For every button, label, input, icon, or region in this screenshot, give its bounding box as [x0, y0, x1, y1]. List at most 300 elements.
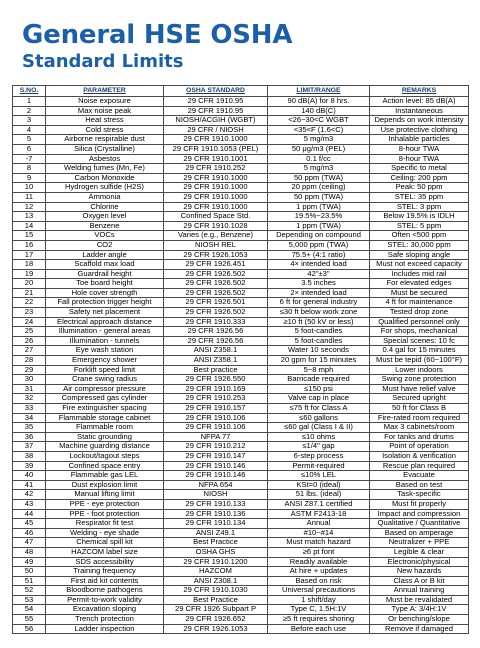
cell-sno: 12: [13, 202, 46, 212]
cell-osha-standard: Best Practice: [164, 595, 268, 605]
cell-osha-standard: HAZCOM: [164, 567, 268, 577]
cell-limit-range: 1 ppm (TWA): [268, 221, 370, 231]
cell-parameter: Excavation sloping: [46, 605, 164, 615]
cell-osha-standard: 29 CFR 1910.133: [164, 499, 268, 509]
cell-osha-standard: 29 CFR 1910.1001: [164, 154, 268, 164]
cell-remarks: Ceiling: 200 ppm: [370, 173, 469, 183]
cell-parameter: VOCs: [46, 231, 164, 241]
cell-remarks: New hazards: [370, 567, 469, 577]
cell-parameter: Welding - eye shade: [46, 528, 164, 538]
table-row: [13, 269, 469, 279]
cell-remarks: 0.4 gal for 15 minutes: [370, 346, 469, 356]
cell-limit-range: ≥10 ft (50 kV or less): [268, 317, 370, 327]
table-row: [13, 317, 469, 327]
cell-remarks: Qualified personnel only: [370, 317, 469, 327]
cell-limit-range: Type C, 1.5H:1V: [268, 605, 370, 615]
cell-osha-standard: 29 CFR 1926.1053: [164, 250, 268, 260]
table-row: [13, 595, 469, 605]
cell-osha-standard: 29 CFR 1910.1028: [164, 221, 268, 231]
cell-sno: 41: [13, 480, 46, 490]
table-row: [13, 336, 469, 346]
cell-parameter: Illumination - tunnels: [46, 336, 164, 346]
cell-osha-standard: 29 CFR 1910.95: [164, 106, 268, 116]
cell-limit-range: 3.5 inches: [268, 279, 370, 289]
cell-parameter: Chlorine: [46, 202, 164, 212]
cell-limit-range: 20 ppm (ceiling): [268, 183, 370, 193]
cell-sno: 3: [13, 116, 46, 126]
cell-sno: 51: [13, 576, 46, 586]
cell-remarks: Secured upright: [370, 394, 469, 404]
cell-remarks: Qualitative / Quantitative: [370, 519, 469, 529]
cell-remarks: Electronic/physical: [370, 557, 469, 567]
cell-remarks: Task-specific: [370, 490, 469, 500]
cell-parameter: Bloodborne pathogens: [46, 586, 164, 596]
cell-remarks: Instantaneous: [370, 106, 469, 116]
cell-osha-standard: 29 CFR 1910.106: [164, 413, 268, 423]
table-header-row: [13, 86, 469, 97]
table-row: [13, 135, 469, 145]
standards-table: [12, 85, 469, 634]
table-row: [13, 557, 469, 567]
cell-sno: 56: [13, 624, 46, 634]
cell-osha-standard: 29 CFR 1910.134: [164, 519, 268, 529]
table-row: [13, 97, 469, 107]
cell-remarks: Neutralizer + PPE: [370, 538, 469, 548]
cell-sno: 54: [13, 605, 46, 615]
cell-remarks: Point of operation: [370, 442, 469, 452]
cell-remarks: STEL: 5 ppm: [370, 221, 469, 231]
cell-sno: 49: [13, 557, 46, 567]
cell-parameter: PPE - foot protection: [46, 509, 164, 519]
page-title: General HSE OSHA: [22, 20, 293, 50]
cell-sno: 53: [13, 595, 46, 605]
cell-osha-standard: 29 CFR 1910.253: [164, 394, 268, 404]
cell-parameter: Welding fumes (Mn, Fe): [46, 164, 164, 174]
cell-osha-standard: 29 CFR 1926.501: [164, 298, 268, 308]
cell-parameter: HAZCOM label size: [46, 547, 164, 557]
cell-sno: 30: [13, 375, 46, 385]
cell-remarks: Special scenes: 10 fc: [370, 336, 469, 346]
cell-parameter: Lockout/tagout steps: [46, 451, 164, 461]
cell-remarks: Peak: 50 ppm: [370, 183, 469, 193]
cell-parameter: PPE - eye protection: [46, 499, 164, 509]
cell-remarks: Must fit properly: [370, 499, 469, 509]
cell-osha-standard: 29 CFR 1926.451: [164, 260, 268, 270]
cell-limit-range: Readily available: [268, 557, 370, 567]
header-limit-range: LIMIT/RANGE: [268, 86, 370, 97]
cell-osha-standard: 29 CFR 1910.1200: [164, 557, 268, 567]
cell-remarks: Often <500 ppm: [370, 231, 469, 241]
cell-parameter: Hole cover strength: [46, 288, 164, 298]
table-row: [13, 404, 469, 414]
cell-limit-range: 5 foot-candles: [268, 327, 370, 337]
cell-osha-standard: 29 CFR 1910.106: [164, 423, 268, 433]
cell-remarks: Rescue plan required: [370, 461, 469, 471]
table-row: [13, 365, 469, 375]
cell-limit-range: ≤150 psi: [268, 384, 370, 394]
cell-limit-range: KSt=0 (ideal): [268, 480, 370, 490]
cell-limit-range: 42"±3": [268, 269, 370, 279]
cell-limit-range: ≤60 gal (Class I & II): [268, 423, 370, 433]
cell-parameter: Crane swing radius: [46, 375, 164, 385]
cell-sno: 33: [13, 404, 46, 414]
table-row: [13, 480, 469, 490]
cell-osha-standard: 29 CFR 1910.1000: [164, 202, 268, 212]
cell-sno: 11: [13, 192, 46, 202]
table-row: [13, 346, 469, 356]
cell-sno: 19: [13, 269, 46, 279]
cell-parameter: Silica (Crystalline): [46, 144, 164, 154]
cell-sno: 44: [13, 509, 46, 519]
cell-limit-range: 1 shift/day: [268, 595, 370, 605]
cell-osha-standard: 29 CFR / NIOSH: [164, 125, 268, 135]
cell-sno: 2: [13, 106, 46, 116]
table-row: [13, 538, 469, 548]
cell-osha-standard: Confined Space Std.: [164, 212, 268, 222]
cell-remarks: Annual training: [370, 586, 469, 596]
cell-limit-range: ≤30 ft below work zone: [268, 308, 370, 318]
cell-limit-range: 50 ppm (TWA): [268, 173, 370, 183]
cell-limit-range: Universal precautions: [268, 586, 370, 596]
cell-limit-range: Valve cap in place: [268, 394, 370, 404]
cell-parameter: Carbon Monoxide: [46, 173, 164, 183]
cell-sno: 50: [13, 567, 46, 577]
cell-parameter: Safety net placement: [46, 308, 164, 318]
cell-parameter: Noise exposure: [46, 97, 164, 107]
cell-parameter: Confined space entry: [46, 461, 164, 471]
cell-parameter: Guardrail height: [46, 269, 164, 279]
cell-remarks: Must be secured: [370, 288, 469, 298]
table-row: [13, 605, 469, 615]
cell-osha-standard: NFPA 77: [164, 432, 268, 442]
cell-sno: 29: [13, 365, 46, 375]
cell-limit-range: 5 mg/m3: [268, 135, 370, 145]
cell-remarks: Tested drop zone: [370, 308, 469, 318]
cell-sno: 10: [13, 183, 46, 193]
cell-parameter: Airborne respirable dust: [46, 135, 164, 145]
cell-limit-range: 4× intended load: [268, 260, 370, 270]
table-row: [13, 586, 469, 596]
table-row: [13, 183, 469, 193]
cell-limit-range: 6-step process: [268, 451, 370, 461]
cell-limit-range: 50 μg/m3 (PEL): [268, 144, 370, 154]
cell-osha-standard: 29 CFR 1910.252: [164, 164, 268, 174]
cell-limit-range: ≥6 pt font: [268, 547, 370, 557]
cell-osha-standard: Best Practice: [164, 538, 268, 548]
cell-osha-standard: 29 CFR 1910.95: [164, 97, 268, 107]
cell-limit-range: 5~8 mph: [268, 365, 370, 375]
header-remarks: REMARKS: [370, 86, 469, 97]
cell-sno: 47: [13, 538, 46, 548]
cell-remarks: Class A or B kit: [370, 576, 469, 586]
table-row: [13, 615, 469, 625]
cell-osha-standard: 29 CFR 1926.56: [164, 336, 268, 346]
table-row: [13, 250, 469, 260]
cell-sno: 46: [13, 528, 46, 538]
cell-osha-standard: 29 CFR 1910.146: [164, 471, 268, 481]
cell-parameter: Permit-to-work validity: [46, 595, 164, 605]
cell-limit-range: ANSI Z87.1 certified: [268, 499, 370, 509]
table-row: [13, 298, 469, 308]
table-row: [13, 375, 469, 385]
cell-remarks: Must not exceed capacity: [370, 260, 469, 270]
table-row: [13, 221, 469, 231]
cell-remarks: 50 ft for Class B: [370, 404, 469, 414]
cell-limit-range: 90 dB(A) for 8 hrs.: [268, 97, 370, 107]
table-row: [13, 288, 469, 298]
table-row: [13, 308, 469, 318]
cell-limit-range: 5,000 ppm (TWA): [268, 240, 370, 250]
cell-parameter: Trench protection: [46, 615, 164, 625]
cell-sno: 22: [13, 298, 46, 308]
cell-osha-standard: ANSI Z49.1: [164, 528, 268, 538]
cell-limit-range: 2× intended load: [268, 288, 370, 298]
cell-sno: 31: [13, 384, 46, 394]
cell-remarks: STEL: 3 ppm: [370, 202, 469, 212]
page-subtitle: Standard Limits: [22, 51, 184, 72]
cell-limit-range: ≥5 ft requires shoring: [268, 615, 370, 625]
table-row: [13, 499, 469, 509]
cell-remarks: Or benching/slope: [370, 615, 469, 625]
cell-parameter: Max noise peak: [46, 106, 164, 116]
table-row: [13, 384, 469, 394]
cell-sno: 55: [13, 615, 46, 625]
cell-parameter: First aid kit contents: [46, 576, 164, 586]
cell-osha-standard: OSHA GHS: [164, 547, 268, 557]
cell-limit-range: <35<F (1.6<C): [268, 125, 370, 135]
cell-osha-standard: ANSI Z358.1: [164, 356, 268, 366]
cell-sno: 42: [13, 490, 46, 500]
table-row: [13, 106, 469, 116]
cell-osha-standard: 29 CFR 1910.1053 (PEL): [164, 144, 268, 154]
cell-remarks: Legible & clear: [370, 547, 469, 557]
cell-limit-range: Must match hazard: [268, 538, 370, 548]
cell-parameter: Benzene: [46, 221, 164, 231]
cell-limit-range: #10~#14: [268, 528, 370, 538]
table-row: [13, 279, 469, 289]
table-row: [13, 202, 469, 212]
table-row: [13, 125, 469, 135]
cell-sno: 24: [13, 317, 46, 327]
table-row: [13, 356, 469, 366]
table-row: [13, 164, 469, 174]
cell-limit-range: ≤10% LEL: [268, 471, 370, 481]
table-row: [13, 451, 469, 461]
cell-remarks: Must be revalidated: [370, 595, 469, 605]
cell-sno: 4: [13, 125, 46, 135]
cell-osha-standard: ANSI Z308.1: [164, 576, 268, 586]
table-row: [13, 432, 469, 442]
cell-sno: 36: [13, 432, 46, 442]
table-row: [13, 260, 469, 270]
cell-parameter: Flammable gas LEL: [46, 471, 164, 481]
cell-remarks: Max 3 cabinets/room: [370, 423, 469, 433]
cell-sno: 43: [13, 499, 46, 509]
cell-parameter: Chemical spill kit: [46, 538, 164, 548]
cell-remarks: Isolation & verification: [370, 451, 469, 461]
cell-osha-standard: Best practice: [164, 365, 268, 375]
cell-osha-standard: 29 CFR 1910.1000: [164, 135, 268, 145]
cell-limit-range: 5 foot-candles: [268, 336, 370, 346]
table-row: [13, 144, 469, 154]
title-block: [22, 20, 462, 73]
cell-osha-standard: 29 CFR 1910.212: [164, 442, 268, 452]
cell-limit-range: 5 mg/m3: [268, 164, 370, 174]
cell-sno: 28: [13, 356, 46, 366]
cell-limit-range: Annual: [268, 519, 370, 529]
table-row: [13, 394, 469, 404]
cell-parameter: Compressed gas cylinder: [46, 394, 164, 404]
cell-remarks: Lower indoors: [370, 365, 469, 375]
table-row: [13, 231, 469, 241]
cell-limit-range: 1 ppm (TWA): [268, 202, 370, 212]
cell-osha-standard: 29 CFR 1926.502: [164, 288, 268, 298]
cell-parameter: Static grounding: [46, 432, 164, 442]
cell-parameter: Hydrogen sulfide (H2S): [46, 183, 164, 193]
cell-remarks: Depends on work intensity: [370, 116, 469, 126]
table-row: [13, 212, 469, 222]
cell-remarks: Swing zone protection: [370, 375, 469, 385]
cell-parameter: Heat stress: [46, 116, 164, 126]
table-row: [13, 413, 469, 423]
cell-sno: 5: [13, 135, 46, 145]
cell-sno: 25: [13, 327, 46, 337]
cell-remarks: Remove if damaged: [370, 624, 469, 634]
cell-parameter: Asbestos: [46, 154, 164, 164]
cell-sno: 40: [13, 471, 46, 481]
cell-osha-standard: 29 CFR 1926.1053: [164, 624, 268, 634]
cell-parameter: Ladder angle: [46, 250, 164, 260]
cell-remarks: 8-hour TWA: [370, 144, 469, 154]
cell-osha-standard: 29 CFR 1926.56: [164, 327, 268, 337]
cell-limit-range: Based on risk: [268, 576, 370, 586]
table-row: [13, 173, 469, 183]
table-row: [13, 624, 469, 634]
cell-remarks: Fire-rated room required: [370, 413, 469, 423]
cell-parameter: Air compressor pressure: [46, 384, 164, 394]
cell-osha-standard: 29 CFR 1910.147: [164, 451, 268, 461]
cell-remarks: Below 19.5% is IDLH: [370, 212, 469, 222]
cell-osha-standard: 29 CFR 1926.502: [164, 269, 268, 279]
cell-parameter: Eye wash station: [46, 346, 164, 356]
cell-sno: 6: [13, 144, 46, 154]
cell-sno: 18: [13, 260, 46, 270]
cell-parameter: Electrical approach distance: [46, 317, 164, 327]
cell-parameter: Emergency shower: [46, 356, 164, 366]
cell-osha-standard: 29 CFR 1910.1000: [164, 173, 268, 183]
cell-remarks: For elevated edges: [370, 279, 469, 289]
cell-osha-standard: NFPA 654: [164, 480, 268, 490]
cell-remarks: STEL: 30,000 ppm: [370, 240, 469, 250]
cell-osha-standard: ANSI Z358.1: [164, 346, 268, 356]
cell-limit-range: Before each use: [268, 624, 370, 634]
cell-parameter: Scaffold max load: [46, 260, 164, 270]
cell-sno: 52: [13, 586, 46, 596]
cell-sno: 32: [13, 394, 46, 404]
cell-remarks: 8-hour TWA: [370, 154, 469, 164]
table-row: [13, 423, 469, 433]
cell-sno: 21: [13, 288, 46, 298]
cell-remarks: Use protective clothing: [370, 125, 469, 135]
cell-osha-standard: 29 CFR 1910.157: [164, 404, 268, 414]
cell-limit-range: 6 ft for general industry: [268, 298, 370, 308]
cell-limit-range: Depending on compound: [268, 231, 370, 241]
cell-osha-standard: NIOSH/ACGIH (WGBT): [164, 116, 268, 126]
cell-limit-range: 75.5+ (4:1 ratio): [268, 250, 370, 260]
table-row: [13, 576, 469, 586]
cell-limit-range: ≤1/4" gap: [268, 442, 370, 452]
cell-sno: 17: [13, 250, 46, 260]
table-body: [13, 97, 469, 634]
cell-remarks: For shops, mechanical: [370, 327, 469, 337]
table-row: [13, 519, 469, 529]
cell-sno: 23: [13, 308, 46, 318]
cell-osha-standard: NIOSH: [164, 490, 268, 500]
cell-limit-range: 19.5%~23.5%: [268, 212, 370, 222]
cell-parameter: Ladder inspection: [46, 624, 164, 634]
cell-osha-standard: 29 CFR 1926.502: [164, 308, 268, 318]
cell-sno: 16: [13, 240, 46, 250]
cell-remarks: Impact and compression: [370, 509, 469, 519]
cell-osha-standard: 29 CFR 1910.333: [164, 317, 268, 327]
cell-parameter: Fire extinguisher spacing: [46, 404, 164, 414]
cell-parameter: Cold stress: [46, 125, 164, 135]
cell-remarks: Evacuate: [370, 471, 469, 481]
cell-limit-range: <26~30<C WGBT: [268, 116, 370, 126]
cell-limit-range: 50 ppm (TWA): [268, 192, 370, 202]
table-row: [13, 567, 469, 577]
cell-osha-standard: 29 CFR 1926.652: [164, 615, 268, 625]
cell-limit-range: 51 lbs. (ideal): [268, 490, 370, 500]
cell-parameter: Training frequency: [46, 567, 164, 577]
cell-sno: 8: [13, 164, 46, 174]
cell-remarks: For tanks and drums: [370, 432, 469, 442]
table-row: [13, 528, 469, 538]
cell-remarks: Based on test: [370, 480, 469, 490]
cell-remarks: Safe sloping angle: [370, 250, 469, 260]
table-row: [13, 154, 469, 164]
cell-limit-range: 20 gpm for 15 minutes: [268, 356, 370, 366]
cell-osha-standard: 29 CFR 1926.502: [164, 279, 268, 289]
table-row: [13, 490, 469, 500]
cell-sno: 39: [13, 461, 46, 471]
cell-osha-standard: Varies (e.g., Benzene): [164, 231, 268, 241]
cell-osha-standard: NIOSH REL: [164, 240, 268, 250]
cell-sno: 27: [13, 346, 46, 356]
cell-limit-range: ≤75 ft for Class A: [268, 404, 370, 414]
cell-osha-standard: 29 CFR 1910.1000: [164, 192, 268, 202]
cell-osha-standard: 29 CFR 1910.146: [164, 461, 268, 471]
cell-limit-range: Water 10 seconds: [268, 346, 370, 356]
cell-parameter: Machine guarding distance: [46, 442, 164, 452]
header-osha-standard: OSHA STANDARD: [164, 86, 268, 97]
cell-sno: 14: [13, 221, 46, 231]
cell-parameter: Respirator fit test: [46, 519, 164, 529]
cell-limit-range: At hire + updates: [268, 567, 370, 577]
cell-sno: 26: [13, 336, 46, 346]
cell-sno: 34: [13, 413, 46, 423]
table-row: [13, 192, 469, 202]
cell-parameter: SDS accessibility: [46, 557, 164, 567]
cell-limit-range: 140 dB(C): [268, 106, 370, 116]
cell-osha-standard: 29 CFR 1926 Subpart P: [164, 605, 268, 615]
cell-sno: 48: [13, 547, 46, 557]
cell-parameter: Manual lifting limit: [46, 490, 164, 500]
cell-remarks: Type A: 3/4H:1V: [370, 605, 469, 615]
cell-remarks: Includes mid rail: [370, 269, 469, 279]
cell-osha-standard: 29 CFR 1910.1030: [164, 586, 268, 596]
cell-sno: 9: [13, 173, 46, 183]
